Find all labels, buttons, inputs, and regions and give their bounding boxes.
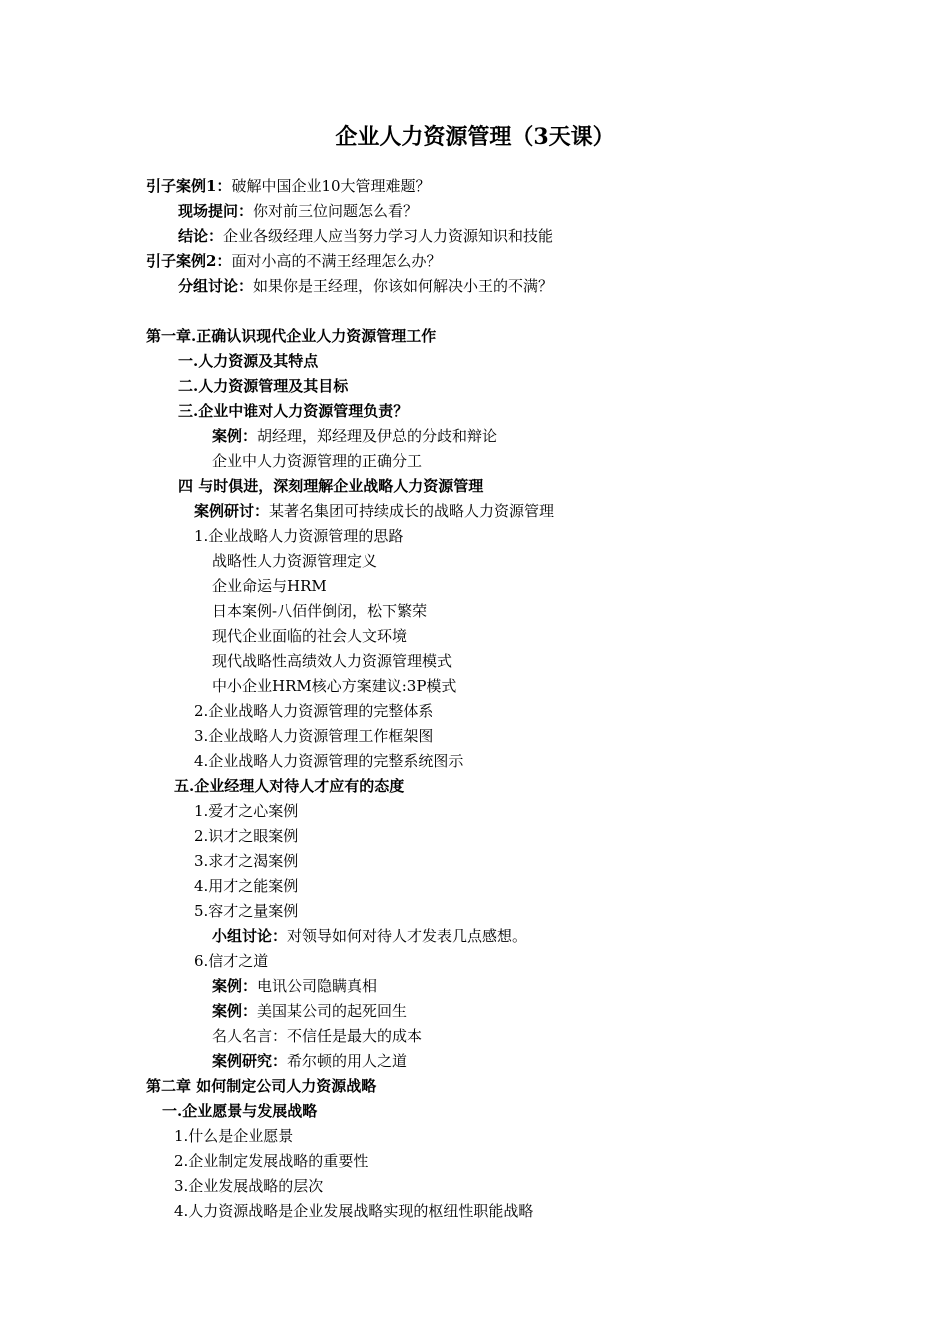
intro-case-2-label: 引子案例2： — [146, 252, 232, 270]
section-5-item-3: 3.求才之渴案例 — [194, 852, 299, 870]
intro-group-label: 分组讨论： — [178, 277, 254, 295]
intro-question — [146, 199, 906, 224]
intro-case-1 — [146, 174, 906, 199]
intro-conclusion-text: 企业各级经理人应当努力学习人力资源知识和技能 — [223, 227, 554, 245]
intro-case-1-text: 破解中国企业10大管理难题？ — [231, 177, 431, 195]
document-title: 企业人力资源管理（3天课） — [335, 124, 615, 150]
section-3-item: 企业中人力资源管理的正确分工 — [212, 452, 423, 470]
intro-case-2-text: 面对小高的不满王经理怎么办？ — [231, 252, 442, 270]
section-5-6-research-text: 希尔顿的用人之道 — [287, 1052, 408, 1070]
spacer — [146, 299, 906, 324]
section-3-case — [146, 424, 906, 449]
section-4-item-4: 4.企业战略人力资源管理的完整系统图示 — [194, 752, 464, 770]
chapter-2-section-1: 一.企业愿景与发展战略 — [162, 1102, 318, 1120]
section-5-6-research-label: 案例研究： — [212, 1052, 288, 1070]
section-4-item-3: 3.企业战略人力资源管理工作框架图 — [194, 727, 434, 745]
document-body — [146, 174, 906, 1224]
chapter-2-item-1: 1.什么是企业愿景 — [174, 1127, 294, 1145]
section-3-case-label: 案例： — [212, 427, 258, 445]
section-4-item-2: 2.企业战略人力资源管理的完整体系 — [194, 702, 434, 720]
section-4-item-1: 1.企业战略人力资源管理的思路 — [194, 527, 404, 545]
section-4-item-1-f: 中小企业HRM核心方案建议:3P模式 — [212, 677, 457, 695]
intro-conclusion-label: 结论： — [178, 227, 224, 245]
chapter-2-item-4: 4.人力资源战略是企业发展战略实现的枢纽性职能战略 — [174, 1202, 534, 1220]
section-5-6-research — [146, 1049, 906, 1074]
section-5-6-case-1-text: 电讯公司隐瞒真相 — [257, 977, 378, 995]
section-4-case-study — [146, 499, 906, 524]
section-5-6-case-2-text: 美国某公司的起死回生 — [257, 1002, 408, 1020]
section-5-item-1: 1.爱才之心案例 — [194, 802, 299, 820]
intro-case-2 — [146, 249, 906, 274]
section-5-discussion-text: 对领导如何对待人才发表几点感想。 — [287, 927, 528, 945]
section-4-item-1-c: 日本案例-八佰伴倒闭，松下繁荣 — [212, 602, 428, 620]
section-4-item-1-a: 战略性人力资源管理定义 — [212, 552, 378, 570]
section-5-discussion — [146, 924, 906, 949]
intro-group-text: 如果你是王经理，你该如何解决小王的不满？ — [253, 277, 554, 295]
section-3-case-text: 胡经理，郑经理及伊总的分歧和辩论 — [257, 427, 498, 445]
section-5-6-case-1 — [146, 974, 906, 999]
chapter-1-section-2: 二.人力资源管理及其目标 — [178, 377, 349, 395]
chapter-1-section-5: 五.企业经理人对待人才应有的态度 — [174, 777, 405, 795]
section-5-item-4: 4.用才之能案例 — [194, 877, 299, 895]
section-5-6-case-1-label: 案例： — [212, 977, 258, 995]
section-5-item-6: 6.信才之道 — [194, 952, 269, 970]
chapter-2-item-3: 3.企业发展战略的层次 — [174, 1177, 324, 1195]
section-5-6-case-2 — [146, 999, 906, 1024]
chapter-2-title: 第二章 如何制定公司人力资源战略 — [146, 1077, 377, 1095]
section-5-item-2: 2.识才之眼案例 — [194, 827, 299, 845]
chapter-1-section-4: 四 与时俱进，深刻理解企业战略人力资源管理 — [178, 477, 484, 495]
intro-question-text: 你对前三位问题怎么看？ — [253, 202, 419, 220]
section-5-discussion-label: 小组讨论： — [212, 927, 288, 945]
chapter-1-section-1: 一.人力资源及其特点 — [178, 352, 319, 370]
section-4-item-1-e: 现代战略性高绩效人力资源管理模式 — [212, 652, 453, 670]
intro-question-label: 现场提问： — [178, 202, 254, 220]
section-4-case-study-label: 案例研讨： — [194, 502, 270, 520]
section-5-6-quote: 名人名言：不信任是最大的成本 — [212, 1027, 423, 1045]
intro-conclusion — [146, 224, 906, 249]
intro-group-discussion — [146, 274, 906, 299]
section-4-case-study-text: 某著名集团可持续成长的战略人力资源管理 — [269, 502, 555, 520]
section-4-item-1-d: 现代企业面临的社会人文环境 — [212, 627, 408, 645]
chapter-1-title: 第一章.正确认识现代企业人力资源管理工作 — [146, 327, 437, 345]
intro-case-1-label: 引子案例1： — [146, 177, 232, 195]
section-5-6-case-2-label: 案例： — [212, 1002, 258, 1020]
section-4-item-1-b: 企业命运与HRM — [212, 577, 327, 595]
section-5-item-5: 5.容才之量案例 — [194, 902, 299, 920]
chapter-1-section-3: 三.企业中谁对人力资源管理负责？ — [178, 402, 409, 420]
chapter-2-item-2: 2.企业制定发展战略的重要性 — [174, 1152, 369, 1170]
